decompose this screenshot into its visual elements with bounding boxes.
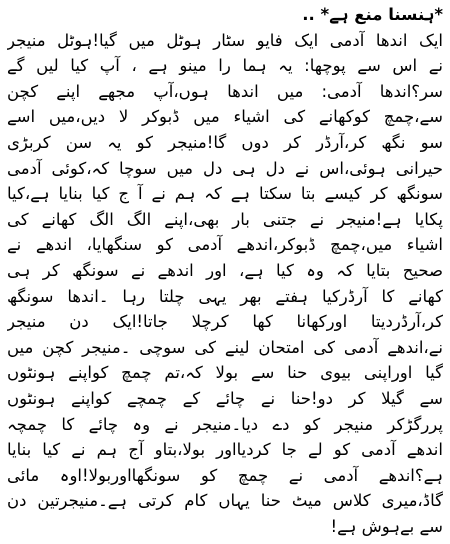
text-line-17: اندھے آدمی کو لے جا کردیااور بولا،بتاو آج ہم نے کیا بنایا xyxy=(7,440,443,460)
text-line-13: نے،اندھے آدمی کی امتحان لینے کی سوچی ۔منیجر کچن میں xyxy=(7,337,443,357)
text-line-1: ایک اندھا آدمی ایک فایو سٹار ہوٹل میں گیا!ہوٹل منیجر xyxy=(7,30,443,50)
text-line-7: سونگھ کر کیسے بتا سکتا ہے کہ ہم نے آ ج کیا بنایا ہے،کیا xyxy=(7,184,443,204)
text-line-15: سے گیلا کر دو!حنا نے چائے کے چمچے کواپنے ہونٹوں xyxy=(7,388,443,408)
text-line-20: سے بےہوش ہے! xyxy=(330,516,443,536)
text-line-3: سر؟اندھا آدمی: میں اندھا ہوں،آپ مجھے اپنے کچن xyxy=(7,81,443,101)
text-line-12: کر،آرڈردیتا اورکھانا کھا کرچلا جاتا!ایک دن منیجر xyxy=(7,312,443,332)
text-line-16: پررگڑکر منیجر کو دے دیا۔منیجر نے وہ چائے کا چمچہ xyxy=(7,414,443,434)
post-title: *ہنسنا منع ہے* .. xyxy=(302,5,443,24)
text-line-11: کھانے کا آرڈرکیا ہفتے بھر یہی چلتا رہا ۔اندھا سونگھ xyxy=(7,286,443,306)
text-line-9: اشیاء میں،چمچ ڈبوکر،اندھے آدمی کو سنگھایا، اندھے نے xyxy=(7,235,443,255)
text-line-8: پکایا ہے!منیجر نے جتنی بار بھی،اپنے الگ الگ کھانے کی xyxy=(7,209,443,229)
text-line-5: سو نگھ کر،آرڈر کر دوں گا!منیجر کو یہ سن کربڑی xyxy=(7,132,443,152)
text-line-2: نے اس سے پوچھا: یہ ہما را مینو ہے ، آپ کیا لیں گے xyxy=(7,56,443,76)
text-line-10: صحیح بتایا کہ وہ کیا ہے، اور اندھے نے سونگھ کر ہی xyxy=(7,260,443,280)
text-line-14: گیا اوراپنی بیوی حنا سے بولا کہ،تم چمچ کواپنے ہونٹوں xyxy=(7,363,443,383)
text-line-6: حیرانی ہوئی،اس نے دل ہی دل میں سوچا کہ،کوئی آدمی xyxy=(7,158,443,178)
text-line-4: سے،چمچ کوکھانے کی اشیاء میں ڈبوکر لا دیں،میں اسے xyxy=(7,107,443,127)
text-line-19: گاڈ،میری کلاس میٹ حنا یہاں کام کرتی ہے۔منیجرتین دن xyxy=(7,491,443,511)
text-line-18: ہے؟اندھے آدمی نے چمچ کو سونگھااوربولا!اوہ مائی xyxy=(7,465,443,485)
